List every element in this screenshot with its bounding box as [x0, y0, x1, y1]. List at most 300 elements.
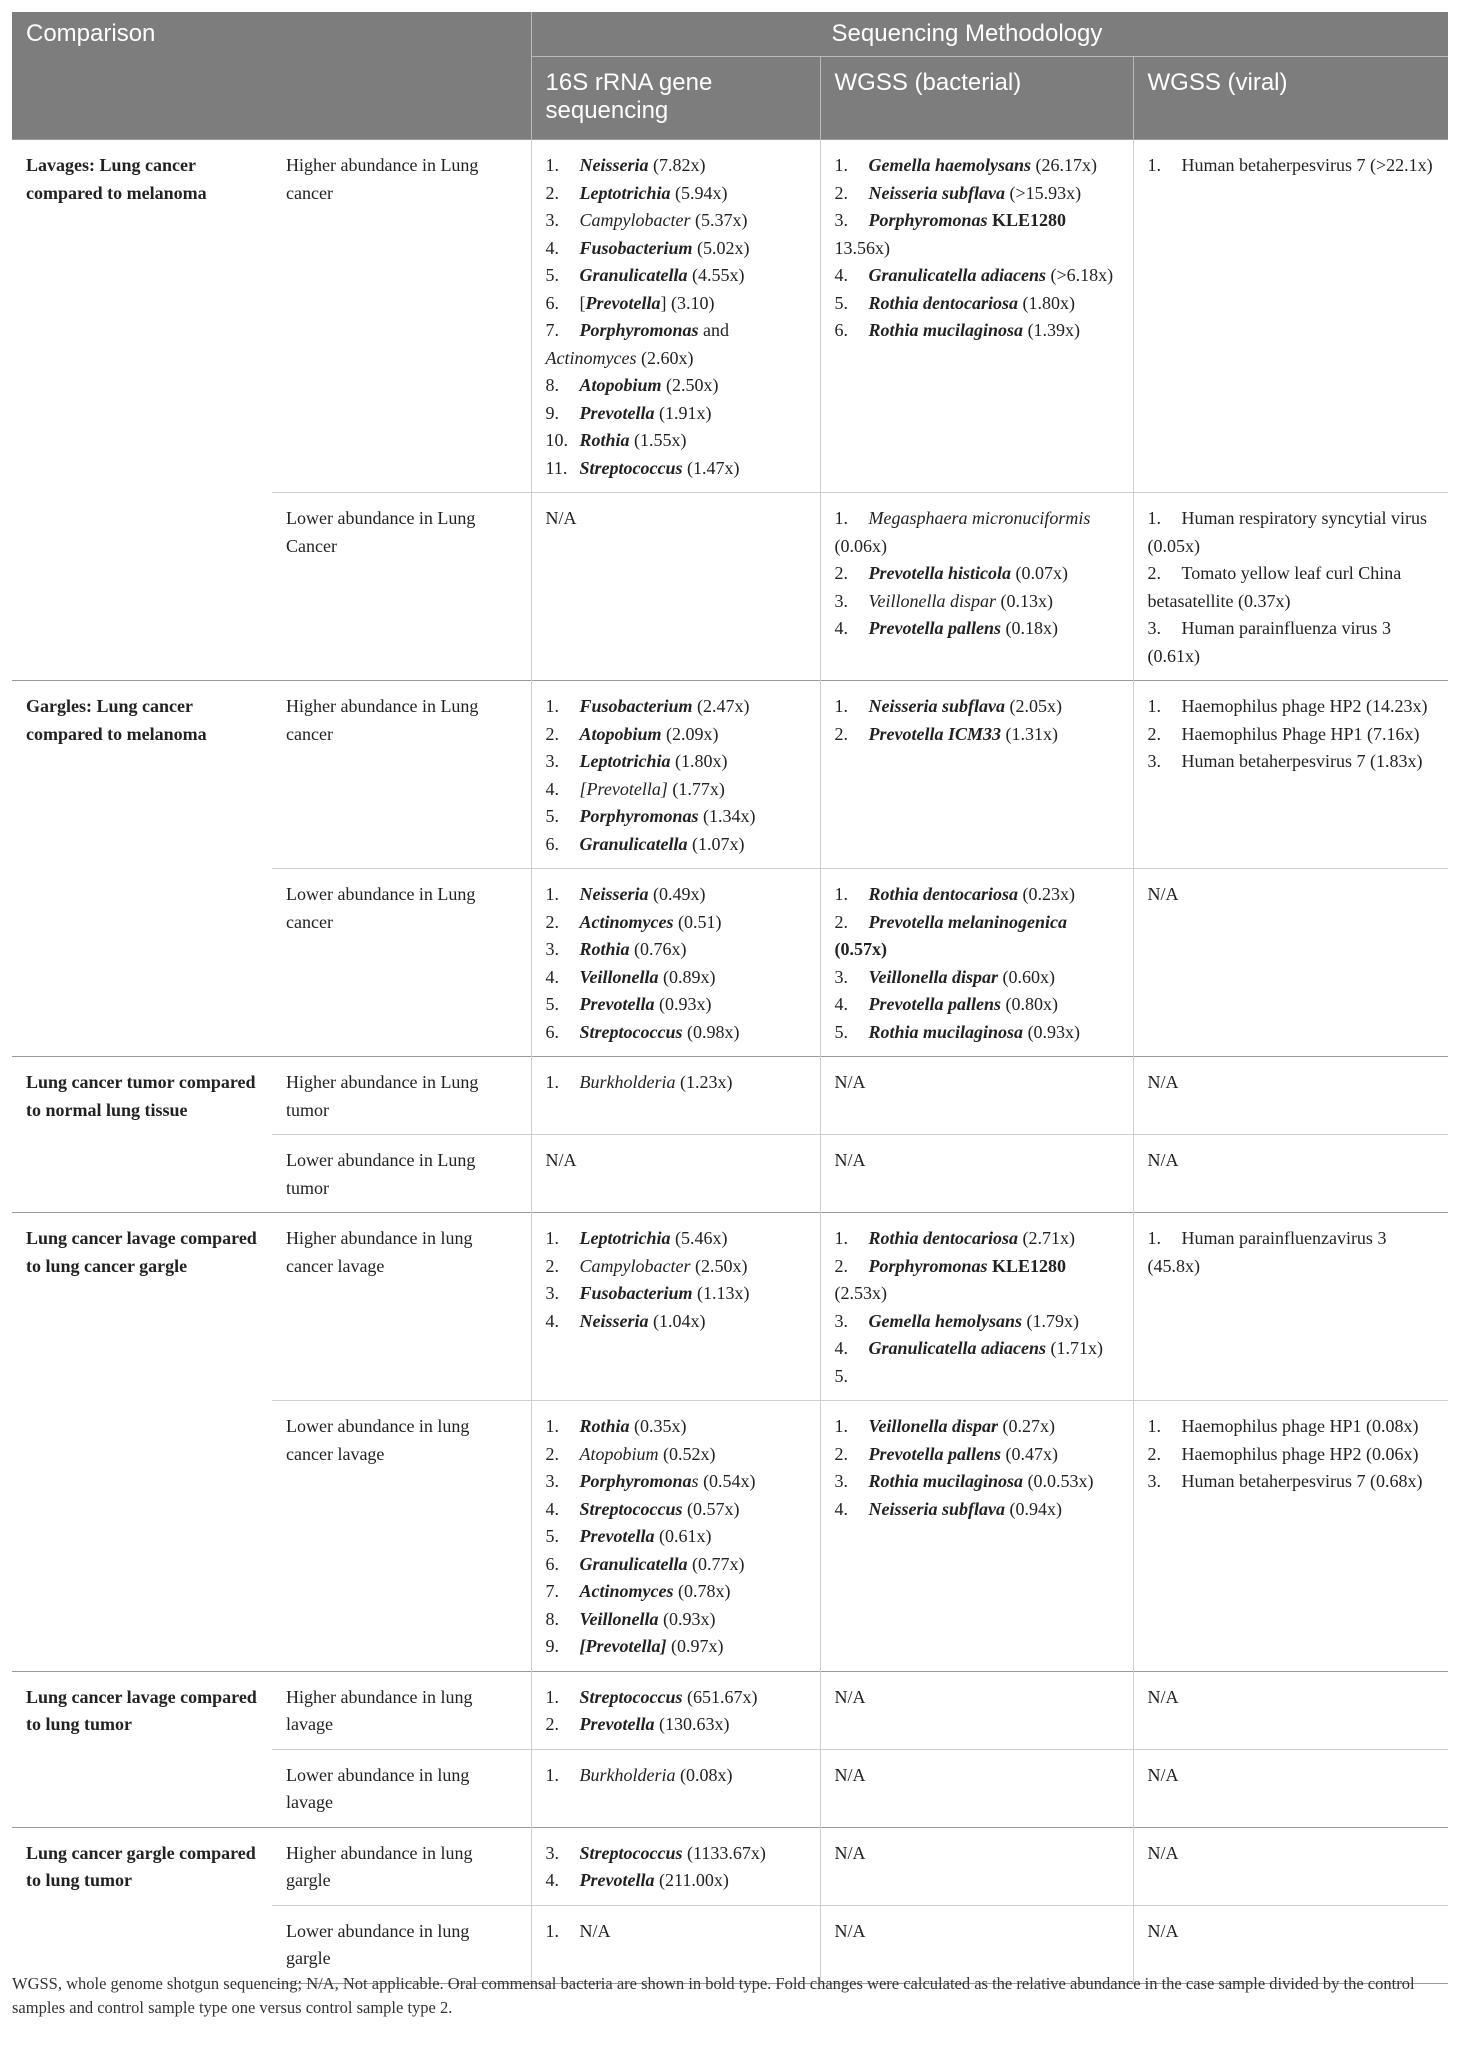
list-item — [835, 1225, 1119, 1253]
item-number: 3. — [834, 1471, 849, 1491]
list-item — [835, 1413, 1119, 1441]
item-text: ] (3.10) — [660, 292, 715, 313]
item-text: (2.60x) — [636, 347, 694, 368]
taxon-name: Prevotella — [579, 1526, 655, 1546]
header-wgss-viral: WGSS (viral) — [1133, 57, 1448, 140]
item-list — [1148, 1918, 1435, 1946]
direction-cell: Lower abundance in lung gargle — [272, 1905, 531, 1983]
item-list — [1148, 505, 1435, 670]
list-item — [835, 207, 1119, 262]
item-number: 1. — [1147, 1416, 1162, 1436]
list-item — [1148, 615, 1435, 670]
list-item — [835, 1684, 1119, 1712]
item-number: 2. — [1147, 723, 1162, 744]
comparison-cell: Lung cancer tumor compared to normal lung tissue — [12, 1057, 272, 1213]
item-number: 1. — [834, 1416, 849, 1436]
list-item — [546, 693, 806, 721]
list-item — [1148, 1762, 1435, 1790]
wgss-viral-cell — [1133, 1401, 1448, 1672]
item-number: 4. — [834, 265, 849, 285]
taxon-name: Actinomyces — [579, 1581, 674, 1601]
item-number: 3. — [834, 210, 849, 230]
table-body — [12, 140, 1448, 1984]
item-text: [ — [579, 292, 586, 313]
item-number: 2. — [1147, 1443, 1162, 1464]
item-number: 4. — [545, 1498, 560, 1519]
item-number: 3. — [1147, 1471, 1162, 1491]
16s-rrna-cell — [531, 1401, 820, 1672]
item-list — [1148, 1684, 1435, 1712]
item-text: (1.04x) — [648, 1310, 706, 1331]
item-number: 4. — [545, 237, 560, 258]
item-number: 11. — [545, 457, 568, 478]
item-text: (0.97x) — [666, 1636, 724, 1656]
item-text: N/A — [1147, 1072, 1179, 1092]
table-footnote: WGSS, whole genome shotgun sequencing; N/A, Not applicable. Oral commensal bacteria are shown in bold type. Fold changes were calculated as the relative abundance in the case sample divided by the control samples and control sample type one versus control sample type 2. — [12, 1974, 1415, 2017]
wgss-bacterial-cell — [820, 681, 1133, 869]
item-text: (7.82x) — [648, 155, 706, 175]
item-list — [1148, 693, 1435, 776]
item-number: 2. — [545, 1714, 560, 1734]
item-text: (2.53x) — [834, 1283, 888, 1303]
list-item — [835, 588, 1119, 616]
list-item — [835, 1762, 1119, 1790]
item-text: (0.57x) — [834, 939, 888, 959]
item-text: (2.71x) — [1018, 1228, 1076, 1248]
item-text: (0.52x) — [658, 1443, 716, 1464]
wgss-bacterial-cell — [820, 1827, 1133, 1905]
list-item — [546, 1551, 806, 1579]
wgss-viral-cell — [1133, 681, 1448, 869]
item-number: 1. — [545, 1228, 560, 1248]
item-number: 1. — [1147, 696, 1162, 716]
list-item — [1148, 721, 1435, 749]
list-item — [546, 1762, 806, 1790]
item-text: (0.27x) — [998, 1416, 1056, 1436]
list-item — [835, 1253, 1119, 1308]
item-text: (0.78x) — [673, 1581, 731, 1601]
item-number: 2. — [1147, 563, 1162, 583]
item-list — [835, 1762, 1119, 1790]
item-text: 13.56x) — [834, 237, 891, 258]
table-row — [12, 681, 1448, 869]
item-number: 4. — [545, 778, 560, 799]
list-item — [1148, 748, 1435, 776]
16s-rrna-cell — [531, 493, 820, 681]
taxon-name: Veillonella dispar — [868, 590, 997, 611]
wgss-viral-cell — [1133, 1135, 1448, 1213]
taxon-name: Neisseria subflava — [868, 696, 1006, 716]
taxon-name: Fusobacterium — [579, 696, 693, 716]
item-text: (0.60x) — [998, 966, 1056, 987]
item-list — [1148, 1413, 1435, 1496]
item-text: Haemophilus phage HP2 (0.06x) — [1181, 1443, 1419, 1464]
taxon-name: Leptotrichia — [579, 182, 671, 203]
list-item — [546, 1523, 806, 1551]
list-item — [1148, 152, 1435, 180]
item-text: (>6.18x) — [1046, 265, 1114, 285]
taxon-name: Porphyromonas — [868, 210, 988, 230]
list-item — [835, 1069, 1119, 1097]
taxon-name: Veillonella — [579, 1608, 659, 1629]
item-text: (2.05x) — [1005, 696, 1063, 716]
taxon-name: Veillonella dispar — [868, 966, 999, 987]
item-text: (0.77x) — [687, 1553, 745, 1574]
item-text: (1.39x) — [1023, 320, 1081, 340]
item-list — [835, 1918, 1119, 1946]
direction-cell: Lower abundance in lung lavage — [272, 1749, 531, 1827]
wgss-viral-cell — [1133, 1213, 1448, 1401]
taxon-name: Atopobium — [579, 723, 662, 744]
item-number: 3. — [834, 966, 849, 987]
item-list — [835, 1069, 1119, 1097]
item-list — [546, 693, 806, 858]
item-number: 1. — [545, 1920, 560, 1941]
list-item — [835, 1441, 1119, 1469]
comparison-cell: Lavages: Lung cancer compared to melanoma — [12, 140, 272, 681]
list-item — [1148, 1441, 1435, 1469]
header-comparison: Comparison — [12, 12, 531, 140]
item-list — [835, 1684, 1119, 1712]
item-text: KLE1280 — [987, 1255, 1067, 1276]
list-item — [1148, 505, 1435, 560]
item-number: 5. — [834, 1021, 849, 1042]
item-number: 2. — [545, 911, 560, 932]
item-text: (0.35x) — [629, 1416, 687, 1436]
item-list — [1148, 1225, 1435, 1280]
taxon-name: Actinomyces — [545, 347, 637, 368]
item-text: (5.94x) — [670, 182, 728, 203]
taxon-name: Granulicatella — [579, 833, 688, 854]
item-list — [546, 152, 806, 482]
item-text: (0.61x) — [654, 1526, 712, 1546]
taxon-name: Prevotella — [579, 1870, 655, 1890]
item-list — [835, 1413, 1119, 1523]
comparison-cell: Lung cancer gargle compared to lung tumor — [12, 1827, 272, 1983]
item-list — [546, 1762, 806, 1790]
item-text: N/A — [545, 508, 577, 528]
list-item — [546, 1840, 806, 1868]
item-list — [1148, 152, 1435, 180]
item-number: 6. — [545, 1021, 560, 1042]
list-item — [546, 881, 806, 909]
taxon-name: Rothia mucilaginosa — [868, 1471, 1024, 1491]
wgss-viral-cell — [1133, 140, 1448, 493]
list-item — [546, 964, 806, 992]
16s-rrna-cell — [531, 681, 820, 869]
item-text: (0.57x) — [682, 1498, 740, 1519]
table-header — [12, 12, 1448, 140]
list-item — [546, 1496, 806, 1524]
item-text: (2.50x) — [661, 375, 719, 395]
item-number: 9. — [545, 402, 560, 423]
list-item — [546, 1147, 806, 1175]
direction-cell: Lower abundance in Lung Cancer — [272, 493, 531, 681]
taxon-name: Streptococcus — [579, 457, 683, 478]
item-list — [1148, 881, 1435, 909]
taxon-name: Neisseria — [579, 1310, 649, 1331]
16s-rrna-cell — [531, 1671, 820, 1749]
item-list — [835, 505, 1119, 643]
item-text: N/A — [1147, 1150, 1179, 1170]
wgss-viral-cell — [1133, 869, 1448, 1057]
item-text: (0.54x) — [698, 1471, 756, 1491]
taxon-name: Rothia dentocariosa — [868, 884, 1019, 904]
comparison-cell: Lung cancer lavage compared to lung cancer gargle — [12, 1213, 272, 1672]
list-item — [546, 831, 806, 859]
item-text: N/A — [834, 1842, 866, 1863]
item-text: (211.00x) — [654, 1870, 729, 1890]
item-number: 1. — [834, 884, 849, 904]
list-item — [835, 881, 1119, 909]
taxon-name: Gemella haemolysans — [868, 155, 1032, 175]
direction-cell: Higher abundance in lung lavage — [272, 1671, 531, 1749]
item-text: N/A — [545, 1150, 577, 1170]
wgss-bacterial-cell — [820, 1401, 1133, 1672]
direction-cell: Lower abundance in Lung cancer — [272, 869, 531, 1057]
wgss-bacterial-cell — [820, 869, 1133, 1057]
taxon-name: Leptotrichia — [579, 1228, 671, 1248]
item-text: (651.67x) — [682, 1686, 758, 1707]
item-text: N/A — [834, 1072, 866, 1092]
table-row — [12, 1827, 1448, 1905]
list-item — [546, 1633, 806, 1661]
list-item — [546, 290, 806, 318]
list-item — [546, 803, 806, 831]
taxon-name: Prevotella — [579, 402, 655, 423]
list-item — [546, 372, 806, 400]
item-text: (5.46x) — [670, 1228, 728, 1248]
item-text: (0.94x) — [1005, 1498, 1063, 1519]
taxon-name: Burkholderia — [579, 1764, 676, 1785]
taxon-name: Porphyromonas — [579, 806, 699, 826]
taxon-name: Prevotella pallens — [868, 994, 1001, 1014]
16s-rrna-cell — [531, 140, 820, 493]
item-text: N/A — [1147, 1842, 1179, 1863]
abundance-table — [12, 12, 1448, 1984]
item-number: 2. — [834, 1255, 849, 1276]
item-list — [546, 1225, 806, 1335]
item-number: 2. — [834, 723, 849, 744]
item-number: 1. — [545, 696, 560, 716]
item-text: N/A — [834, 1150, 866, 1170]
list-item — [835, 1019, 1119, 1047]
list-item — [1148, 1918, 1435, 1946]
table-row — [12, 140, 1448, 493]
header-16s-rrna: 16S rRNA gene sequencing — [531, 57, 820, 140]
item-number: 3. — [545, 751, 560, 771]
item-text: (130.63x) — [654, 1714, 730, 1734]
list-item — [546, 1413, 806, 1441]
item-text: N/A — [834, 1764, 866, 1785]
direction-cell: Higher abundance in Lung cancer — [272, 140, 531, 493]
wgss-viral-cell — [1133, 1057, 1448, 1135]
taxon-name: Granulicatella — [579, 1553, 688, 1574]
item-text: (0.80x) — [1001, 994, 1058, 1014]
item-text: (1.34x) — [698, 806, 756, 826]
item-list — [546, 1413, 806, 1661]
wgss-bacterial-cell — [820, 1749, 1133, 1827]
item-text: (2.09x) — [661, 723, 719, 744]
list-item — [546, 207, 806, 235]
list-item — [1148, 560, 1435, 615]
list-item — [546, 1308, 806, 1336]
list-item — [1148, 693, 1435, 721]
taxon-name: Megasphaera micronuciformis — [868, 508, 1091, 528]
taxon-name: Rothia mucilaginosa — [868, 320, 1024, 340]
item-text: (0.89x) — [658, 966, 716, 987]
comparison-cell: Lung cancer lavage compared to lung tumor — [12, 1671, 272, 1827]
taxon-name: Streptococcus — [579, 1686, 683, 1707]
item-text: Human betaherpesvirus 7 (0.68x) — [1181, 1471, 1423, 1491]
item-list — [1148, 1840, 1435, 1868]
taxon-name: Neisseria — [579, 884, 649, 904]
taxon-name: Streptococcus — [579, 1842, 683, 1863]
item-text: Tomato yellow leaf curl China betasatellite (0.37x) — [1147, 563, 1402, 611]
item-number: 2. — [834, 182, 849, 203]
item-text: and — [698, 320, 730, 340]
list-item — [1148, 881, 1435, 909]
taxon-name: Porphyromonas — [579, 320, 699, 340]
direction-cell: Higher abundance in lung cancer lavage — [272, 1213, 531, 1401]
item-number: 2. — [545, 723, 560, 744]
item-text: N/A — [1147, 1764, 1179, 1785]
item-text: (1.71x) — [1046, 1338, 1104, 1358]
item-text: (0.76x) — [629, 939, 687, 959]
list-item — [1148, 1468, 1435, 1496]
item-list — [546, 1840, 806, 1895]
16s-rrna-cell — [531, 869, 820, 1057]
list-item — [835, 721, 1119, 749]
list-item — [835, 991, 1119, 1019]
item-text: N/A — [1147, 1686, 1179, 1707]
wgss-viral-cell — [1133, 1827, 1448, 1905]
taxon-name: Prevotella pallens — [868, 1443, 1001, 1464]
item-list — [1148, 1762, 1435, 1790]
item-text: N/A — [579, 1920, 611, 1941]
taxon-name: Granulicatella adiacens — [868, 1338, 1047, 1358]
item-number: 5. — [834, 292, 849, 313]
item-list — [835, 693, 1119, 748]
wgss-bacterial-cell — [820, 493, 1133, 681]
item-number: 1. — [1147, 155, 1162, 175]
item-text: (0.23x) — [1018, 884, 1076, 904]
taxon-name: Prevotella pallens — [868, 618, 1001, 638]
item-text: KLE1280 — [987, 210, 1067, 230]
16s-rrna-cell — [531, 1749, 820, 1827]
wgss-viral-cell — [1133, 1749, 1448, 1827]
item-text: (0.93x) — [1023, 1021, 1081, 1042]
list-item — [835, 1308, 1119, 1336]
taxon-name: Rothia — [579, 939, 630, 959]
direction-cell: Lower abundance in Lung tumor — [272, 1135, 531, 1213]
item-text: (0.51) — [673, 911, 722, 932]
taxon-name: Rothia dentocariosa — [868, 1228, 1019, 1248]
list-item — [835, 152, 1119, 180]
wgss-viral-cell — [1133, 1671, 1448, 1749]
item-text: (0.07x) — [1011, 563, 1068, 583]
taxon-name: Actinomyces — [579, 911, 674, 932]
item-number: 1. — [545, 1686, 560, 1707]
list-item — [546, 400, 806, 428]
item-list — [546, 1918, 806, 1946]
item-text: (26.17x) — [1031, 155, 1098, 175]
list-item — [835, 180, 1119, 208]
item-list — [1148, 1069, 1435, 1097]
header-sequencing-methodology: Sequencing Methodology — [531, 12, 1448, 57]
list-item — [1148, 1069, 1435, 1097]
item-number: 2. — [545, 182, 560, 203]
item-number: 1. — [545, 1764, 560, 1785]
item-text: (0.06x) — [834, 535, 888, 556]
item-text: (0.93x) — [658, 1608, 716, 1629]
item-text: Human parainfluenza virus 3 (0.61x) — [1147, 618, 1391, 666]
item-text: (1.55x) — [629, 430, 687, 450]
item-number: 3. — [545, 939, 560, 959]
item-number: 5. — [545, 994, 560, 1014]
taxon-name: Prevotella — [585, 292, 661, 313]
taxon-name: Leptotrichia — [579, 751, 671, 771]
item-number: 5. — [545, 1526, 560, 1546]
taxon-name: Prevotella histicola — [868, 563, 1011, 583]
item-number: 1. — [1147, 508, 1162, 528]
taxon-name: Gemella hemolysans — [868, 1310, 1023, 1331]
item-text: (0.08x) — [675, 1764, 733, 1785]
taxon-name: Neisseria subflava — [868, 1498, 1006, 1519]
wgss-bacterial-cell — [820, 1057, 1133, 1135]
item-number: 5. — [834, 1365, 849, 1386]
table-row — [12, 1057, 1448, 1135]
item-number: 4. — [834, 1338, 849, 1358]
taxon-name: Prevotella — [579, 994, 655, 1014]
item-list — [835, 1147, 1119, 1175]
taxon-name: Burkholderia — [579, 1072, 676, 1092]
taxon-name: Streptococcus — [579, 1498, 683, 1519]
item-text: (0.13x) — [996, 590, 1054, 611]
item-number: 1. — [545, 155, 560, 175]
list-item — [546, 748, 806, 776]
item-text: (5.37x) — [690, 210, 748, 230]
item-number: 4. — [834, 618, 849, 638]
list-item — [546, 1280, 806, 1308]
list-item — [546, 1578, 806, 1606]
list-item — [835, 317, 1119, 345]
list-item — [1148, 1840, 1435, 1868]
item-number: 3. — [1147, 618, 1162, 638]
list-item — [835, 1496, 1119, 1524]
item-text: (4.55x) — [687, 265, 745, 285]
wgss-bacterial-cell — [820, 1135, 1133, 1213]
taxon-name: Porphyromona — [579, 1471, 692, 1491]
item-text: (2.50x) — [690, 1255, 748, 1276]
item-list — [546, 1684, 806, 1739]
item-number: 1. — [545, 1072, 560, 1092]
list-item — [835, 1468, 1119, 1496]
item-text: (2.47x) — [692, 696, 750, 716]
wgss-bacterial-cell — [820, 1671, 1133, 1749]
direction-cell: Higher abundance in Lung cancer — [272, 681, 531, 869]
item-number: 2. — [834, 563, 849, 583]
item-list — [546, 1069, 806, 1097]
item-number: 2. — [834, 1443, 849, 1464]
item-list — [835, 1840, 1119, 1868]
direction-cell: Lower abundance in lung cancer lavage — [272, 1401, 531, 1672]
item-text: (5.02x) — [692, 237, 750, 258]
item-text: (1.91x) — [654, 402, 712, 423]
comparison-cell: Gargles: Lung cancer compared to melanoma — [12, 681, 272, 1057]
taxon-name: Rothia — [579, 430, 630, 450]
item-text: Human betaherpesvirus 7 (1.83x) — [1181, 751, 1423, 771]
